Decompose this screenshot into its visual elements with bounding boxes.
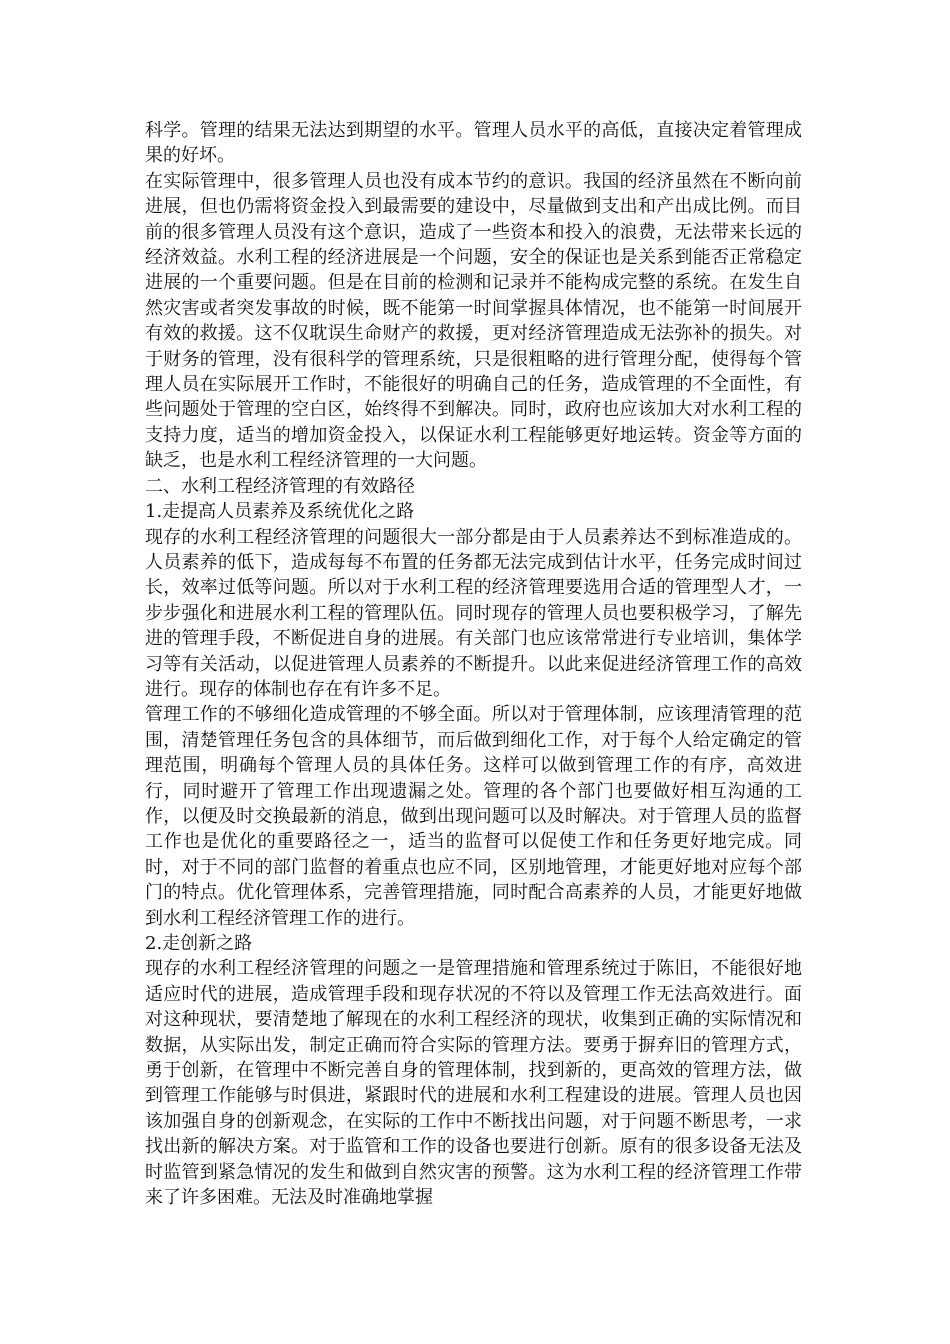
subheading-innovation: 2.走创新之路 — [145, 933, 253, 954]
paragraph-cost-awareness-lead: 科学。管理的结果无法达到期望的水平。管理人员水平的高低，直接决定着管理成果的好坏。 — [145, 120, 802, 167]
paragraph-innovation: 现存的水利工程经济管理的问题之一是管理措施和管理系统过于陈旧，不能很好地适应时代的进展，造成管理手段和现存状况的不符以及管理工作无法高效进行。面对这种现状，要清楚地了解现在的水利工程经济的现状，收集到正确的实际情况和数据，从实际出发，制定正确而符合实际的管理方法。要勇于摒弃旧的管理方式，勇于创新，在管理中不断完善自身的管理体制，找到新的，更高效的管理方法，做到管理工作能够与时俱进，紧跟时代的进展和水利工程建设的进展。管理人员也因该加强自身的创新观念，在实际的工作中不断找出问题，对于问题不断思考，一求找出新的解决方案。对于监管和工作的设备也要进行创新。原有的很多设备无法及时监管到紧急情况的发生和做到自然灾害的预警。这为水利工程的经济管理工作带来了许多困难。无法及时准确地掌握 — [145, 958, 802, 1209]
document-page — [145, 118, 802, 1210]
section-heading-effective-paths: 二、水利工程经济管理的有效路径 — [145, 475, 415, 497]
paragraph-cost-awareness: 在实际管理中，很多管理人员也没有成本节约的意识。我国的经济虽然在不断向前进展，但也仍需将资金投入到最需要的建设中，尽量做到支出和产出成比例。而目前的很多管理人员没有这个意识，造成了一些资本和投入的浪费，无法带来长远的经济效益。水利工程的经济进展是一个问题，安全的保证也是关系到能否正常稳定进展的一个重要问题。但是在目前的检测和记录并不能构成完整的系统。在发生自然灾害或者突发事故的时候，既不能第一时间掌握具体情况，也不能第一时间展开有效的救援。这不仅耽误生命财产的救援，更对经济管理造成无法弥补的损失。对于财务的管理，没有很科学的管理系统，只是很粗略的进行管理分配，使得每个管理人员在实际展开工作时，不能很好的明确自己的任务，造成管理的不全面性，有些问题处于管理的空白区，始终得不到解决。同时，政府也应该加大对水利工程的支持力度，适当的增加资金投入，以保证水利工程能够更好地运转。资金等方面的缺乏，也是水利工程经济管理的一大问题。 — [145, 170, 802, 472]
subheading-personnel-quality: 1.走提高人员素养及系统优化之路 — [145, 501, 415, 523]
paragraph-personnel-quality: 现存的水利工程经济管理的问题很大一部分都是由于人员素养达不到标准造成的。人员素养的低下，造成每每不布置的任务都无法完成到估计水平，任务完成时间过长，效率过低等问题。所以对于水利工程的经济管理要选用合适的管理型人才，一步步强化和进展水利工程的管理队伍。同时现存的管理人员也要积极学习，了解先进的管理手段，不断促进自身的进展。有关部门也应该常常进行专业培训，集体学习等有关活动，以促进管理人员素养的不断提升。以此来促进经济管理工作的高效进行。现存的体制也存在有许多不足。 — [145, 526, 802, 700]
paragraph-management-refinement: 管理工作的不够细化造成管理的不够全面。所以对于管理体制，应该理清管理的范围，清楚管理任务包含的具体细节，而后做到细化工作，对于每个人给定确定的管理范围，明确每个管理人员的具体任务。这样可以做到管理工作的有序，高效进行，同时避开了管理工作出现遗漏之处。管理的各个部门也要做好相互沟通的工作，以便及时交换最新的消息，做到出现问题可以及时解决。对于管理人员的监督工作也是优化的重要路径之一，适当的监督可以促使工作和任务更好地完成。同时，对于不同的部门监督的着重点也应不同，区别地管理，才能更好地对应每个部门的特点。优化管理体系，完善管理措施，同时配合高素养的人员，才能更好地做到水利工程经济管理工作的进行。 — [145, 704, 802, 929]
